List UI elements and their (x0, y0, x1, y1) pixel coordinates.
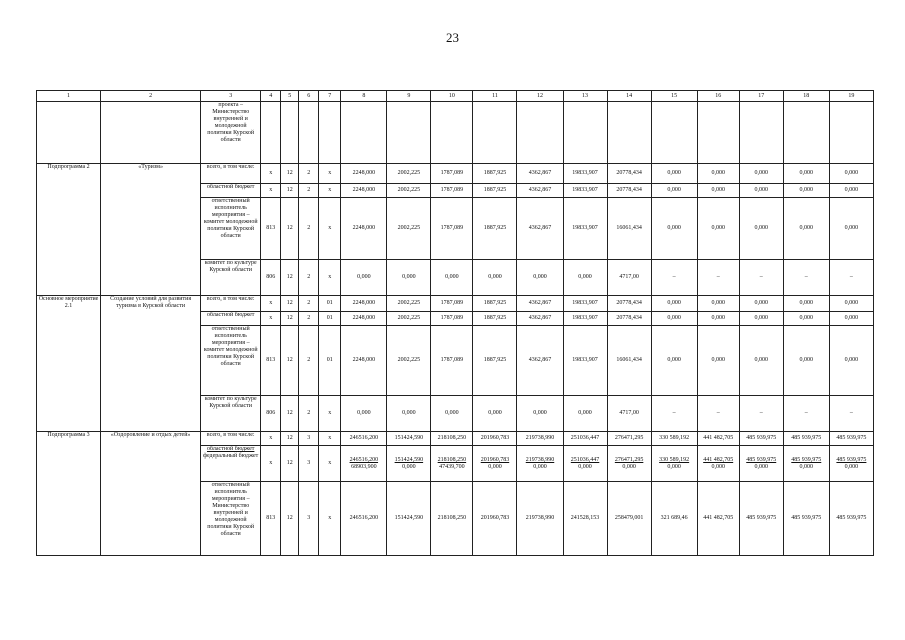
cell-value (783, 102, 829, 164)
cell-value (607, 446, 651, 482)
cell-value: 201960,783 (473, 432, 517, 446)
cell-value: 241528,153 (563, 482, 607, 556)
cell-code-pr: 2 (299, 396, 319, 432)
cell-value: 1787,089 (431, 184, 473, 198)
cell-value: – (783, 396, 829, 432)
cell-value: 0,000 (563, 260, 607, 296)
cell-value: 4362,867 (517, 198, 563, 260)
cell-program: Подпрограмма 3 (37, 432, 101, 556)
cell-value: – (651, 260, 697, 296)
cell-value: 330 589,192 (651, 432, 697, 446)
cell-value: – (739, 396, 783, 432)
cell-code-rz: 12 (281, 184, 299, 198)
column-header: 8 (341, 91, 387, 102)
cell-value: 0,000 (783, 296, 829, 312)
cell-value: – (783, 260, 829, 296)
value-federal: 68903,900 (351, 463, 377, 470)
cell-value (783, 446, 829, 482)
cell-program: Подпрограмма 2 (37, 164, 101, 296)
cell-code-pr: 2 (299, 296, 319, 312)
cell-value: 2248,000 (341, 312, 387, 326)
cell-value (387, 446, 431, 482)
cell-source: ответственный исполнитель мероприятия – комитет молодежной политики Курской области (201, 198, 261, 260)
cell-value: 0,000 (783, 164, 829, 184)
cell-value: 1887,925 (473, 326, 517, 396)
cell-title: «Оздоровление и отдых детей» (101, 432, 201, 556)
cell-value: 2248,000 (341, 326, 387, 396)
value-regional: 219738,990 (525, 456, 555, 463)
cell-program: Основное мероприятие 2.1 (37, 296, 101, 432)
cell-value: 0,000 (697, 296, 739, 312)
cell-value (517, 446, 563, 482)
cell-code-pr: 2 (299, 260, 319, 296)
cell-code-rz: 12 (281, 296, 299, 312)
value-regional: 485 939,975 (836, 456, 867, 463)
cell-value (697, 102, 739, 164)
cell-code-csr: x (319, 260, 341, 296)
cell-value: 20778,434 (607, 312, 651, 326)
cell-value: 1787,089 (431, 326, 473, 396)
cell-value: 0,000 (341, 260, 387, 296)
cell-program (37, 102, 101, 164)
column-header: 6 (299, 91, 319, 102)
value-federal: 0,000 (799, 463, 814, 470)
cell-value: 0,000 (783, 198, 829, 260)
cell-value: 4362,867 (517, 312, 563, 326)
cell-code-csr: x (319, 432, 341, 446)
cell-code-grbs: 813 (261, 482, 281, 556)
cell-value: – (829, 396, 873, 432)
value-regional: 151424,590 (394, 456, 424, 463)
cell-value: 0,000 (651, 326, 697, 396)
cell-code-grbs: 806 (261, 260, 281, 296)
cell-value: 4362,867 (517, 326, 563, 396)
cell-value (387, 102, 431, 164)
cell-value: 441 482,705 (697, 482, 739, 556)
cell-value: 0,000 (829, 326, 873, 396)
table-row (37, 296, 874, 312)
cell-value: 321 689,46 (651, 482, 697, 556)
cell-value: 2002,225 (387, 164, 431, 184)
cell-code-grbs: x (261, 312, 281, 326)
cell-value: 0,000 (473, 396, 517, 432)
cell-value: 246516,200 (341, 482, 387, 556)
cell-value (651, 102, 697, 164)
cell-code-rz: 12 (281, 396, 299, 432)
cell-code-pr: 2 (299, 326, 319, 396)
cell-value (341, 446, 387, 482)
cell-value: 1887,925 (473, 184, 517, 198)
cell-code-csr: x (319, 164, 341, 184)
cell-code-grbs: x (261, 184, 281, 198)
cell-value: 485 939,975 (739, 432, 783, 446)
value-regional: 246516,200 (349, 456, 379, 463)
cell-value: 0,000 (739, 312, 783, 326)
value-federal: 47439,700 (439, 463, 465, 470)
column-header: 16 (697, 91, 739, 102)
value-federal: 0,000 (667, 463, 681, 470)
cell-value (607, 102, 651, 164)
cell-value: 20778,434 (607, 184, 651, 198)
column-header: 10 (431, 91, 473, 102)
column-header: 18 (783, 91, 829, 102)
column-header: 12 (517, 91, 563, 102)
cell-value: 0,000 (739, 164, 783, 184)
budget-table (36, 90, 874, 556)
table-row (37, 432, 874, 446)
cell-value: 16061,434 (607, 198, 651, 260)
cell-value: 2002,225 (387, 326, 431, 396)
cell-code-rz: 12 (281, 198, 299, 260)
cell-value: 218108,250 (431, 482, 473, 556)
cell-value: 0,000 (563, 396, 607, 432)
cell-value: 0,000 (651, 184, 697, 198)
cell-value: 19833,907 (563, 164, 607, 184)
cell-code-csr: 01 (319, 296, 341, 312)
cell-code-csr: x (319, 446, 341, 482)
cell-value (431, 446, 473, 482)
cell-value (473, 446, 517, 482)
value-regional: 441 482,705 (703, 456, 734, 463)
cell-value: 0,000 (517, 396, 563, 432)
cell-code-csr: x (319, 198, 341, 260)
cell-value: 1887,925 (473, 164, 517, 184)
cell-value: 2002,225 (387, 296, 431, 312)
cell-value: 2002,225 (387, 184, 431, 198)
cell-source: комитет по культуре Курской области (201, 260, 261, 296)
cell-source: всего, в том числе: (201, 164, 261, 184)
cell-value: 1887,925 (473, 296, 517, 312)
cell-code-grbs: x (261, 446, 281, 482)
cell-value: 0,000 (651, 312, 697, 326)
cell-value: 0,000 (829, 198, 873, 260)
cell-value: 1787,089 (431, 198, 473, 260)
cell-value: 219738,990 (517, 432, 563, 446)
cell-value: 0,000 (473, 260, 517, 296)
value-federal: 0,000 (711, 463, 725, 470)
value-federal: 0,000 (754, 463, 768, 470)
cell-value: 1787,089 (431, 164, 473, 184)
cell-value (829, 446, 873, 482)
cell-source: комитет по культуре Курской области (201, 396, 261, 432)
cell-value: 151424,590 (387, 432, 431, 446)
column-header: 15 (651, 91, 697, 102)
cell-value: 19833,907 (563, 184, 607, 198)
column-header: 14 (607, 91, 651, 102)
cell-value: – (651, 396, 697, 432)
column-header: 9 (387, 91, 431, 102)
source-regional: областной бюджет (207, 446, 255, 452)
cell-value: 0,000 (697, 198, 739, 260)
value-federal: 0,000 (578, 463, 592, 470)
cell-value: 441 482,705 (697, 432, 739, 446)
column-header: 1 (37, 91, 101, 102)
value-federal: 0,000 (488, 463, 502, 470)
value-federal: 0,000 (402, 463, 416, 470)
cell-value: – (739, 260, 783, 296)
cell-value: – (829, 260, 873, 296)
cell-value: 0,000 (697, 184, 739, 198)
cell-source: всего, в том числе: (201, 296, 261, 312)
column-header: 2 (101, 91, 201, 102)
table-row (37, 164, 874, 184)
cell-code-csr: x (319, 184, 341, 198)
cell-value: 0,000 (697, 312, 739, 326)
cell-value: 2248,000 (341, 296, 387, 312)
cell-value: 2248,000 (341, 198, 387, 260)
value-regional: 485 939,975 (791, 456, 822, 463)
value-federal: 0,000 (844, 463, 859, 470)
cell-code-rz: 12 (281, 482, 299, 556)
cell-value: 20778,434 (607, 296, 651, 312)
cell-source: проекта – Министерство внутренней и молодежной политики Курской области (201, 102, 261, 164)
cell-value: 19833,907 (563, 326, 607, 396)
cell-value: 16061,434 (607, 326, 651, 396)
value-regional: 218108,250 (437, 456, 467, 463)
cell-value: 0,000 (517, 260, 563, 296)
value-regional: 251036,447 (570, 456, 600, 463)
cell-source: ответственный исполнитель мероприятия – Министерство внутренней и молодежной политики Курской области (201, 482, 261, 556)
cell-value: 4362,867 (517, 296, 563, 312)
cell-value: 19833,907 (563, 296, 607, 312)
cell-source: областной бюджет (201, 312, 261, 326)
cell-title (101, 102, 201, 164)
cell-value: 0,000 (387, 396, 431, 432)
cell-value: 0,000 (783, 184, 829, 198)
cell-value: 0,000 (697, 164, 739, 184)
value-federal: 0,000 (622, 463, 636, 470)
cell-value (261, 102, 281, 164)
cell-value: 4362,867 (517, 184, 563, 198)
cell-value (563, 102, 607, 164)
cell-value (473, 102, 517, 164)
cell-code-grbs: 806 (261, 396, 281, 432)
cell-source: областной бюджет (201, 184, 261, 198)
cell-value (319, 102, 341, 164)
cell-code-rz: 12 (281, 432, 299, 446)
cell-value: 219738,990 (517, 482, 563, 556)
cell-value (431, 102, 473, 164)
cell-value: 0,000 (431, 260, 473, 296)
column-header: 5 (281, 91, 299, 102)
cell-value (651, 446, 697, 482)
cell-value: 0,000 (431, 396, 473, 432)
cell-title: Создание условий для развития туризма в Курской области (101, 296, 201, 432)
cell-value (281, 102, 299, 164)
cell-value (739, 102, 783, 164)
column-header: 13 (563, 91, 607, 102)
cell-code-rz: 12 (281, 326, 299, 396)
cell-value: 0,000 (783, 312, 829, 326)
cell-value: 0,000 (739, 198, 783, 260)
cell-code-grbs: x (261, 432, 281, 446)
value-federal: 0,000 (533, 463, 547, 470)
cell-code-pr: 2 (299, 184, 319, 198)
cell-value: 0,000 (651, 198, 697, 260)
cell-value: 0,000 (739, 326, 783, 396)
cell-value: 4717,00 (607, 260, 651, 296)
cell-code-pr: 2 (299, 198, 319, 260)
cell-value: 276471,295 (607, 432, 651, 446)
cell-value: 201960,783 (473, 482, 517, 556)
cell-value: 0,000 (829, 164, 873, 184)
cell-source: ответственный исполнитель мероприятия – комитет молодежной политики Курской области (201, 326, 261, 396)
header-row (37, 91, 874, 102)
cell-code-rz: 12 (281, 312, 299, 326)
cell-code-rz: 12 (281, 260, 299, 296)
cell-value: 485 939,975 (739, 482, 783, 556)
cell-code-csr: x (319, 482, 341, 556)
table-row (37, 102, 874, 164)
cell-value: 4717,00 (607, 396, 651, 432)
column-header: 4 (261, 91, 281, 102)
cell-code-pr: 2 (299, 312, 319, 326)
cell-value: 0,000 (387, 260, 431, 296)
cell-value (341, 102, 387, 164)
cell-value: 0,000 (341, 396, 387, 432)
cell-value: 246516,200 (341, 432, 387, 446)
column-header: 3 (201, 91, 261, 102)
cell-code-csr: x (319, 396, 341, 432)
value-regional: 330 589,192 (659, 456, 690, 463)
cell-value (517, 102, 563, 164)
cell-value (739, 446, 783, 482)
column-header: 7 (319, 91, 341, 102)
cell-value: 2002,225 (387, 312, 431, 326)
cell-value: 0,000 (829, 296, 873, 312)
cell-value (829, 102, 873, 164)
cell-value (697, 446, 739, 482)
cell-code-grbs: x (261, 164, 281, 184)
cell-code-csr: 01 (319, 326, 341, 396)
cell-value: 485 939,975 (783, 432, 829, 446)
cell-code-rz: 12 (281, 446, 299, 482)
cell-title: «Туризм» (101, 164, 201, 296)
cell-code-pr: 2 (299, 164, 319, 184)
cell-value: 258479,001 (607, 482, 651, 556)
cell-code-grbs: 813 (261, 326, 281, 396)
cell-value: 1787,089 (431, 312, 473, 326)
cell-value: 19833,907 (563, 312, 607, 326)
cell-value: 1887,925 (473, 198, 517, 260)
cell-code-pr: 3 (299, 482, 319, 556)
cell-value: 0,000 (697, 326, 739, 396)
column-header: 17 (739, 91, 783, 102)
cell-value: 151424,590 (387, 482, 431, 556)
cell-value: 2002,225 (387, 198, 431, 260)
cell-code-pr: 3 (299, 432, 319, 446)
cell-value: 1787,089 (431, 296, 473, 312)
page-number: 23 (446, 30, 459, 45)
cell-value: 19833,907 (563, 198, 607, 260)
cell-value: 20778,434 (607, 164, 651, 184)
cell-code-csr: 01 (319, 312, 341, 326)
value-regional: 276471,295 (614, 456, 644, 463)
cell-code-grbs: 813 (261, 198, 281, 260)
cell-value: 2248,000 (341, 184, 387, 198)
cell-value: 1887,925 (473, 312, 517, 326)
source-federal: федеральный бюджет (203, 453, 259, 459)
cell-value: 0,000 (739, 184, 783, 198)
cell-value: 0,000 (829, 184, 873, 198)
cell-value: 0,000 (829, 312, 873, 326)
cell-value: 4362,867 (517, 164, 563, 184)
cell-code-pr: 3 (299, 446, 319, 482)
cell-value: 218108,250 (431, 432, 473, 446)
column-header: 11 (473, 91, 517, 102)
cell-code-rz: 12 (281, 164, 299, 184)
value-regional: 485 939,975 (746, 456, 777, 463)
cell-value: 251036,447 (563, 432, 607, 446)
cell-value: – (697, 260, 739, 296)
cell-code-grbs: x (261, 296, 281, 312)
cell-source: всего, в том числе: (201, 432, 261, 446)
cell-value: 0,000 (651, 164, 697, 184)
cell-value: 485 939,975 (829, 432, 873, 446)
cell-source (201, 446, 261, 482)
cell-value: 2248,000 (341, 164, 387, 184)
cell-value: 0,000 (739, 296, 783, 312)
cell-value (299, 102, 319, 164)
column-header: 19 (829, 91, 873, 102)
cell-value: 485 939,975 (829, 482, 873, 556)
value-regional: 201960,783 (480, 456, 510, 463)
cell-value: 0,000 (783, 326, 829, 396)
cell-value (563, 446, 607, 482)
cell-value: – (697, 396, 739, 432)
cell-value: 485 939,975 (783, 482, 829, 556)
cell-value: 0,000 (651, 296, 697, 312)
